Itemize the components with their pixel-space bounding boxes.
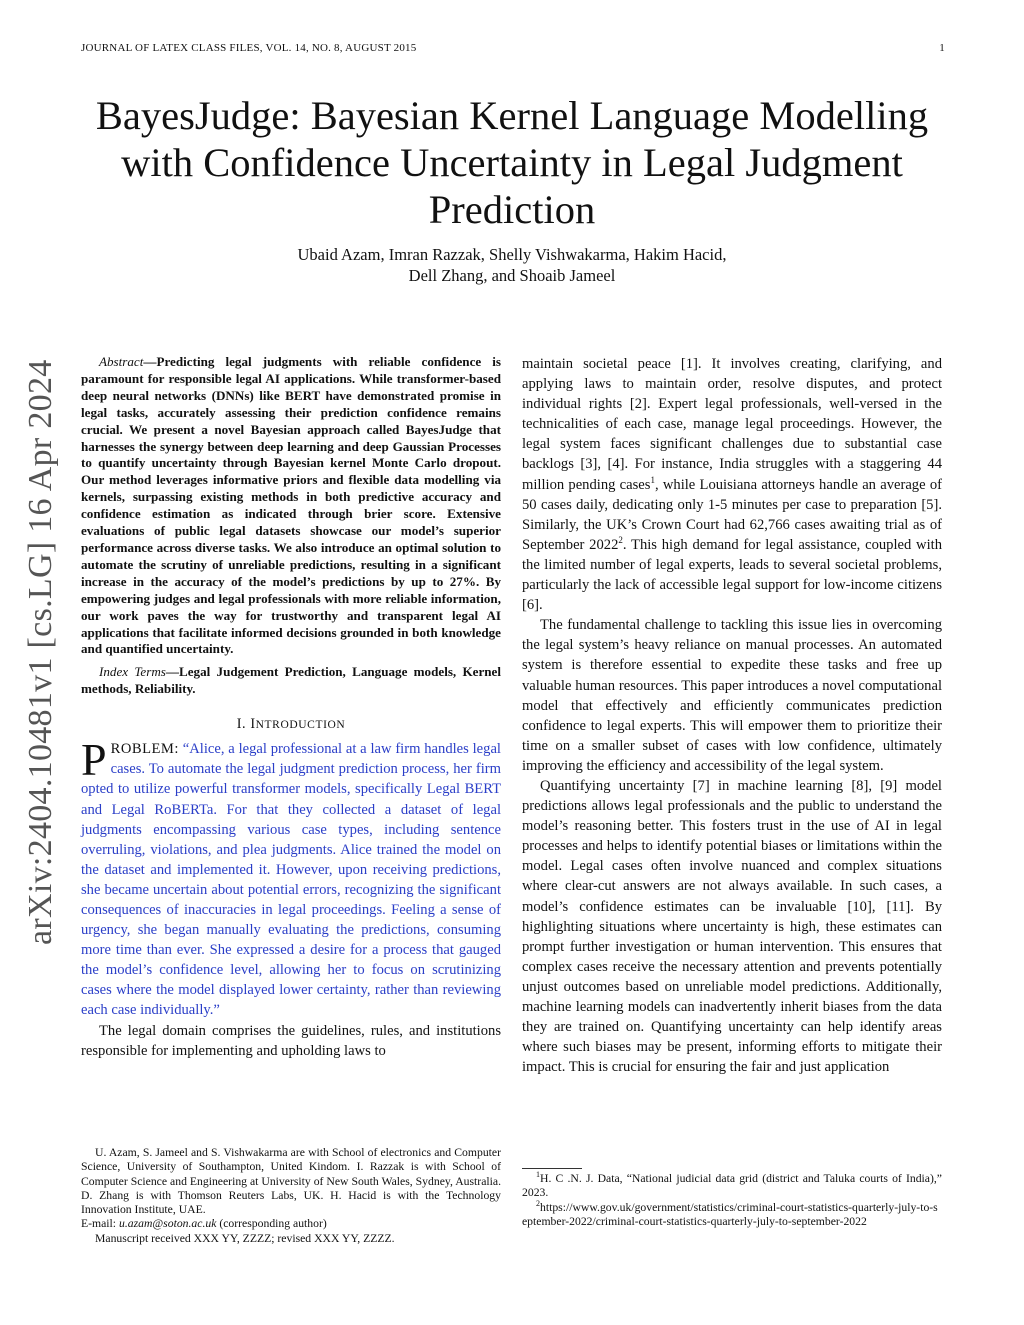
problem-word: ROBLEM: — [110, 741, 179, 758]
right-paragraph-2: The fundamental challenge to tackling this issue lies in overcoming the legal system’s heavy reliance on manual processes. An automated system is therefore essential to expedite these tasks and free up valuable human resources. This paper introduces a novel computational model that effectively and efficiently communicates prediction confidence to legal experts. This will empower them to prioritize their time on a smaller subset of cases with low confidence, ultimately improving the efficiency and accessibility of the legal system. — [522, 617, 942, 774]
drop-cap: P — [81, 734, 107, 786]
paper-title: BayesJudge: Bayesian Kernel Language Modelling with Confidence Uncertainty in Legal Judgment Prediction — [95, 93, 929, 232]
abstract-label: Abstract — [99, 354, 144, 369]
intro-paragraph-1 — [81, 734, 501, 1020]
author-email: u.azam@soton.ac.uk — [118, 1217, 217, 1231]
arxiv-watermark: arXiv:2404.10481v1 [cs.LG] 16 Apr 2024 — [22, 359, 59, 945]
index-terms-label: Index Terms — [99, 664, 166, 680]
affiliation-note: U. Azam, S. Jameel and S. Vishwakarma are with School of electronics and Computer Science, University of Southampton, United Kindom. I. Razzak is with School of Computer Science and Engineering at University of New South Wales, Sydney, Australia. D. Zhang is with Thomson Reuters Labs, UK. H. Hacid is with the Technology Innovation Institute, UAE. — [81, 1146, 501, 1217]
index-terms: Index Terms—Legal Judgement Prediction, Language models, Kernel methods, Reliability. — [81, 664, 502, 697]
abstract: Abstract—Predicting legal judgments with reliable confidence is paramount for responsible legal AI applications. While transformer-based deep neural networks (DNNs) like BERT have demonstrated promise in legal tasks, accurately assessing their prediction confidence remains crucial. We present a novel Bayesian approach called BayesJudge that harnesses the synergy between deep learning and deep Gaussian Processes to quantify uncertainty through Bayesian kernel Monte Carlo dropout. Our method leverages informative priors and flexible data modelling via kernels, surpassing existing methods in both predictive accuracy and confidence estimation as indicated through brier score. Extensive evaluations of public legal datasets showcase our model’s superior performance across diverse tasks. We also introduce an optimal solution to automate the scrutiny of unreliable predictions, resulting in a significant increase in the accuracy of the model’s predictions by up to 27%. By empowering judges and legal professionals with more reliable information, our work paves the way for trustworthy and transparent legal AI applications that facilitate informed decisions grounded in both knowledge and quantified uncertainty. — [81, 354, 501, 657]
page-footnotes — [522, 1172, 942, 1229]
manuscript-note: Manuscript received XXX YY, ZZZZ; revised XXX YY, ZZZZ. — [95, 1231, 395, 1245]
footnote-ref-1: 1 — [650, 474, 655, 485]
footnote-rule — [522, 1168, 582, 1169]
footnote-ref-2: 2 — [618, 534, 623, 545]
index-terms-text: Legal Judgement Prediction, Language models, Kernel methods, Reliability. — [81, 664, 502, 697]
section-heading-introduction: I. INTRODUCTION — [236, 716, 346, 733]
affiliation-footnotes — [81, 1146, 501, 1246]
right-column — [522, 354, 942, 1077]
alice-quote: “Alice, a legal professional at a law firm handles legal cases. To automate the legal judgment prediction process, her firm opted to utilize powerful transformer models, specifically Legal BERT and Legal RoBERTa. For that they collected a dataset of legal judgments encompassing various case types, including sentence overruling, violations, and plea judgments. Alice trained the model on the dataset and implemented it. However, upon receiving predictions, she became uncertain about potential errors, recognizing the significant consequences of inaccuracies in legal proceedings. Feeling a sense of urgency, she began manually evaluating the predictions, consuming more time than ever. She expressed a desire for a process that gauged the model’s confidence level, allowing her to focus on scrutinizing cases where the model displayed lower certainty, rather than reviewing each case individually.” — [81, 741, 501, 1019]
journal-header: JOURNAL OF LATEX CLASS FILES, VOL. 14, NO. 8, AUGUST 2015 — [81, 42, 417, 54]
right-paragraph-3: Quantifying uncertainty [7] in machine learning [8], [9] model predictions allows legal professionals and the public to understand the model’s reasoning better. This fosters trust in the use of AI in legal processes and helps to identify potential biases or limitations within the model. Legal cases often involve nuanced and complex situations where clear-cut answers are not always available. In such cases, a model’s confidence estimates can be invaluable [10], [11]. By highlighting situations where uncertainty is high, these estimates can prompt further investigation or human intervention. This ensures that complex cases receive the necessary attention and prevents potentially unjust outcomes based on unreliable model predictions. Additionally, machine learning models can inadvertently inherit biases from the data they are trained on. Quantifying uncertainty can help identify areas where such biases may be present, informing efforts to mitigate their impact. This is crucial for ensuring the fair and just application — [522, 777, 942, 1076]
intro-paragraph-2: The legal domain comprises the guidelines, rules, and institutions responsible for implementing and upholding laws to — [81, 1022, 501, 1059]
email-note: E-mail: u.azam@soton.ac.uk (corresponding author) — [81, 1217, 327, 1231]
abstract-text: Predicting legal judgments with reliable confidence is paramount for responsible legal AI applications. While transformer-based deep neural networks (DNNs) like BERT have demonstrated promise in legal tasks, accurately assessing their prediction confidence remains crucial. We present a novel Bayesian approach called BayesJudge that harnesses the synergy between deep learning and deep Gaussian Processes to quantify uncertainty through Bayesian kernel Monte Carlo dropout. Our method leverages informative priors and flexible data modelling via kernels, surpassing existing methods in both predictive accuracy and confidence estimation as indicated through brier score. Extensive evaluations of public legal datasets showcase our model’s superior performance across diverse tasks. We also introduce an optimal solution to automate the scrutiny of unreliable predictions, resulting in a significant increase in the accuracy of the model’s predictions by up to 27%. By empowering judges and legal professionals with more reliable information, our work paves the way for trustworthy and transparent legal AI applications that facilitate informed decisions grounded in both knowledge and quantified uncertainty. — [81, 354, 501, 657]
footnote-1: $^1$H. C .N. J. Data, “National judicial data grid (district and Taluka courts of India),” 2023. — [522, 1170, 942, 1200]
footnote-2: $^2$https://www.gov.uk/government/statistics/criminal-court-statistics-quarterly-july-to-september-2022/criminal-court-statistics-quarterly-july-to-september-2022 — [522, 1198, 938, 1228]
authors-line-2: Dell Zhang, and Shoaib Jameel — [408, 266, 616, 285]
author-list — [60, 244, 964, 286]
left-column — [81, 354, 501, 1061]
page-number: 1 — [939, 42, 945, 54]
authors-line-1: Ubaid Azam, Imran Razzak, Shelly Vishwakarma, Hakim Hacid, — [297, 245, 727, 264]
right-paragraph-1: maintain societal peace [1]. It involves creating, clarifying, and applying laws to maintain order, resolve disputes, and protect individual rights [2]. Expert legal professionals, well-versed in the technicalities of each case, manage legal proceedings. However, the legal system faces significant challenges due to substantial case backlogs [3], [4]. For instance, India struggles with a staggering 44 million pending cases$^1$, while Louisiana attorneys handle an average of 50 cases daily, dedicating only 1-5 minutes per case to preparation [5]. Similarly, the UK’s Crown Court had 62,766 cases awaiting trial as of September 2022$^2$. This high demand for legal assistance, coupled with the limited number of legal experts, leads to several societal problems, particularly the lack of accessible legal support for low-income citizens [6]. — [522, 356, 943, 614]
